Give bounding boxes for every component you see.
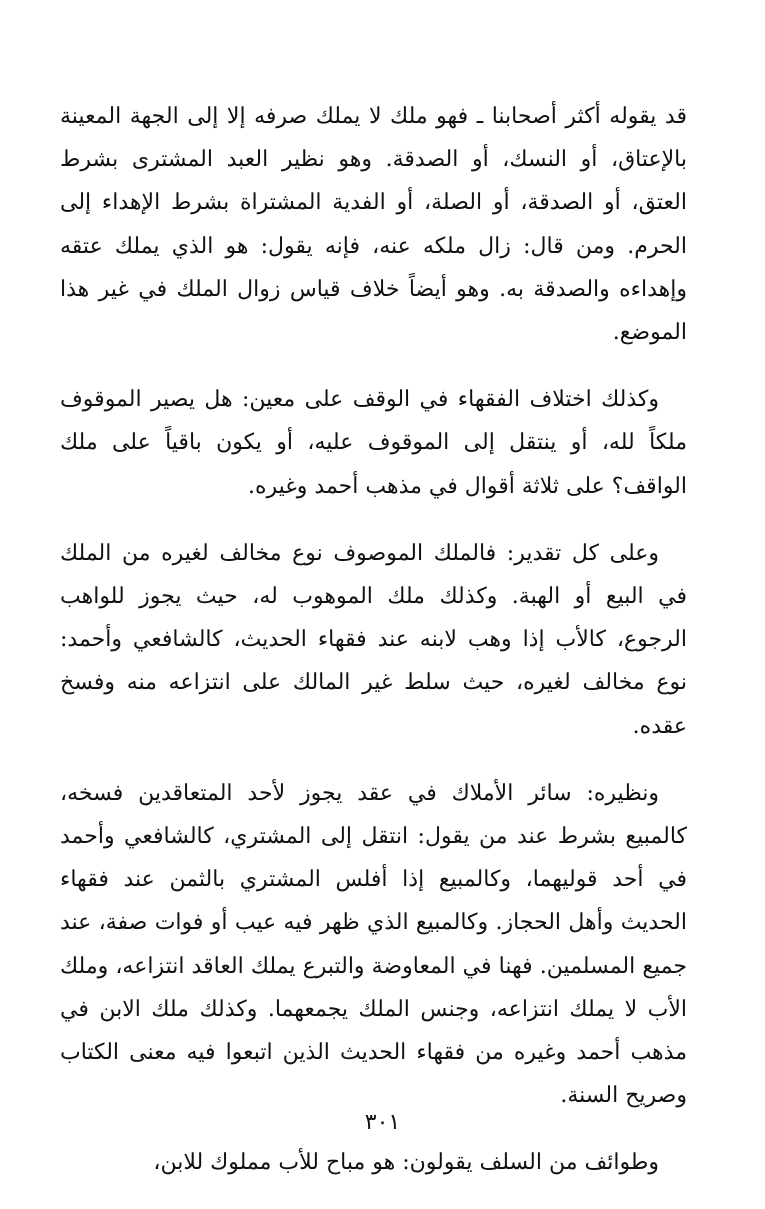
paragraph-3: وعلى كل تقدير: فالملك الموصوف نوع مخالف لغيره من الملك في البيع أو الهبة. وكذلك ملك الموهوب له، حيث يجوز للواهب الرجوع، كالأب إذا وهب لابنه عند فقهاء الحديث، كالشافعي وأحمد: نوع مخالف لغيره، حيث سلط غير المالك على انتزاعه منه وفسخ عقده. bbox=[60, 540, 687, 739]
page-body bbox=[60, 95, 687, 1209]
paragraph-5: وطوائف من السلف يقولون: هو مباح للأب مملوك للابن، bbox=[153, 1150, 659, 1176]
paragraph-4: ونظيره: سائر الأملاك في عقد يجوز لأحد المتعاقدين فسخه، كالمبيع بشرط عند من يقول: انتقل إلى المشتري، كالشافعي وأحمد في أحد قوليهما، وكالمبيع إذا أفلس المشتري بالثمن عند فقهاء الحديث وأهل الحجاز. وكالمبيع الذي ظهر فيه عيب أو فوات صفة، عند جميع المسلمين. فهنا في المعاوضة والتبرع يملك العاقد انتزاعه، وملك الأب لا يملك انتزاعه، وجنس الملك يجمعهما. وكذلك ملك الابن في مذهب أحمد وغيره من فقهاء الحديث الذين اتبعوا فيه معنى الكتاب وصريح السنة. bbox=[60, 780, 687, 1109]
paragraph-1: قد يقوله أكثر أصحابنا ـ فهو ملك لا يملك صرفه إلا إلى الجهة المعينة بالإعتاق، أو النسك، أو الصدقة. وهو نظير العبد المشترى بشرط العتق، أو الصدقة، أو الصلة، أو الفدية المشتراة بشرط الإهداء إلى الحرم. ومن قال: زال ملكه عنه، فإنه يقول: هو الذي يملك عتقه وإهداءه والصدقة به. وهو أيضاً خلاف قياس زوال الملك في غير هذا الموضع. bbox=[60, 104, 687, 346]
paragraph-2: وكذلك اختلاف الفقهاء في الوقف على معين: هل يصير الموقوف ملكاً لله، أو ينتقل إلى الموقوف عليه، أو يكون باقياً على ملك الواقف؟ على ثلاثة أقوال في مذهب أحمد وغيره. bbox=[60, 387, 687, 499]
page-number: ٣٠١ bbox=[364, 1110, 401, 1135]
